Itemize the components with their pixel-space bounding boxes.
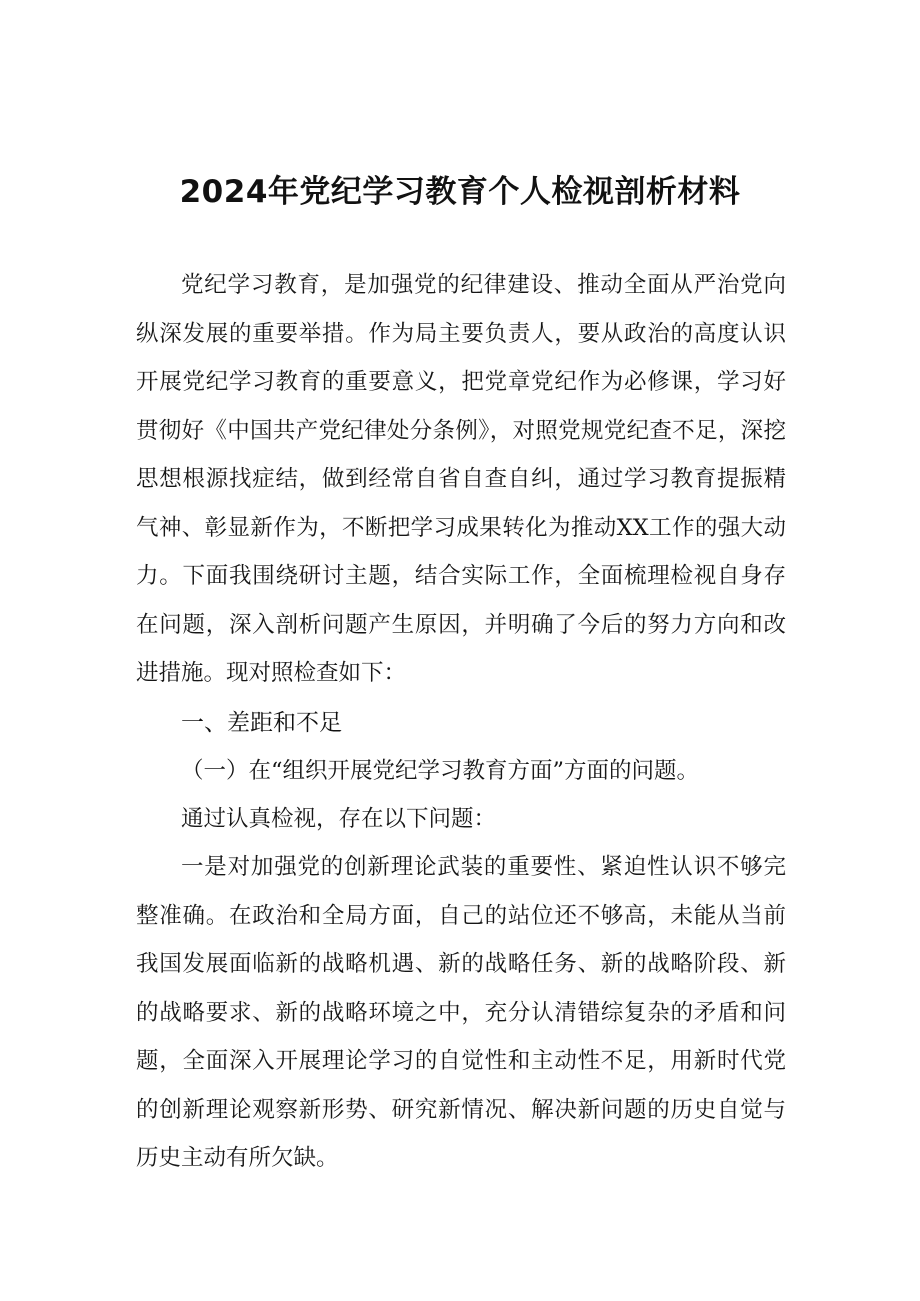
problem-section <box>136 843 786 1183</box>
point-one-paragraph: 一是对加强党的创新理论武装的重要性、紧迫性认识不够完整准确。在政治和全局方面，自己的站位还不够高，未能从当前我国发展面临新的战略机遇、新的战略任务、新的战略阶段、新的战略要求、新的战略环境之中，充分认清错综复杂的矛盾和问题，全面深入开展理论学习的自觉性和主动性不足，用新时代党的创新理论观察新形势、研究新情况、解决新问题的历史自觉与历史主动有所欠缺。 <box>136 854 786 1171</box>
lead-sentence: 通过认真检视，存在以下问题： <box>181 806 497 832</box>
intro-section <box>136 261 786 698</box>
document-title: 2024年党纪学习教育个人检视剖析材料 <box>179 174 741 210</box>
intro-paragraph: 党纪学习教育，是加强党的纪律建设、推动全面从严治党向纵深发展的重要举措。作为局主要负责人，要从政治的高度认识开展党纪学习教育的重要意义，把党章党纪作为必修课，学习好贯彻好《中国共产党纪律处分条例》，对照党规党纪查不足，深挖思想根源找症结，做到经常自省自查自纠，通过学习教育提振精气神、彰显新作为，不断把学习成果转化为推动XX工作的强大动力。下面我围绕研讨主题，结合实际工作，全面梳理检视自身存在问题，深入剖析问题产生原因，并明确了今后的努力方向和改进措施。现对照检查如下： <box>136 272 786 686</box>
subsection-heading: （一）在“组织开展党纪学习教育方面”方面的问题。 <box>181 758 700 784</box>
section-heading: 一、差距和不足 <box>181 710 342 736</box>
